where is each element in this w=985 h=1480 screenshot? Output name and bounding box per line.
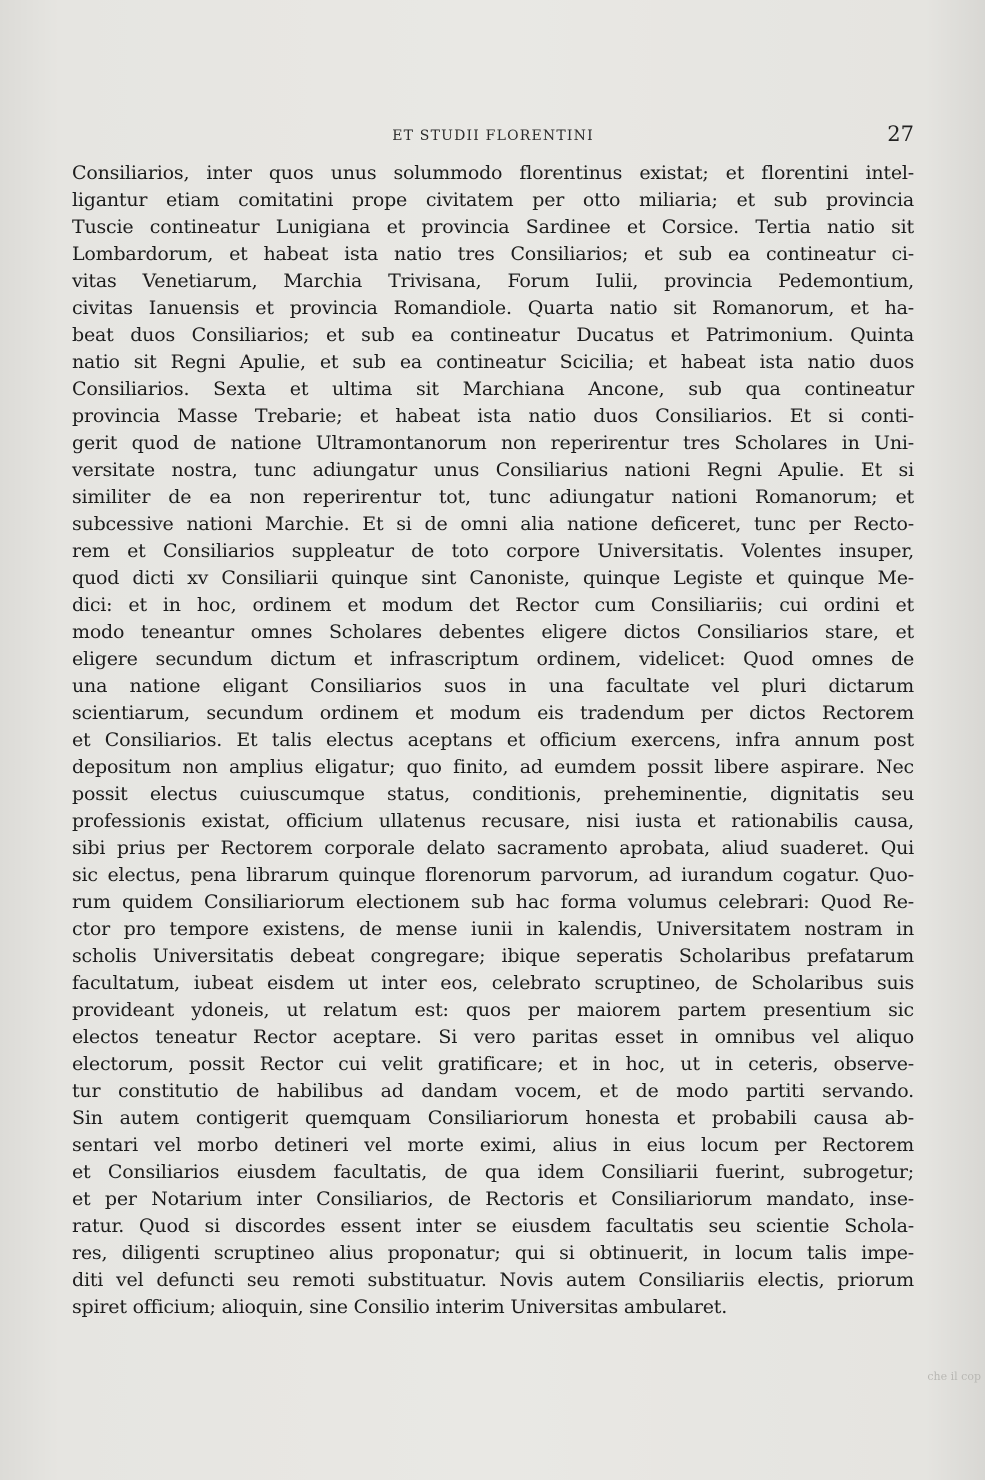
text-line: ctor pro tempore existens, de mense iunii in kalendis, Universitatem nostram in xyxy=(72,918,914,940)
text-line: tur constitutio de habilibus ad dandam vocem, et de modo partiti servando. xyxy=(72,1080,914,1102)
text-line: beat duos Consiliarios; et sub ea contineatur Ducatus et Patrimonium. Quinta xyxy=(72,324,914,346)
page-number: 27 xyxy=(887,122,914,146)
text-line: subcessive nationi Marchie. Et si de omni alia natione deficeret, tunc per Recto- xyxy=(72,513,914,535)
text-line: professionis existat, officium ullatenus recusare, nisi iusta et rationabilis causa, xyxy=(72,810,914,832)
text-line: et Consiliarios. Et talis electus aceptans et officium exercens, infra annum post xyxy=(72,729,914,751)
text-line: dici: et in hoc, ordinem et modum det Rector cum Consiliariis; cui ordini et xyxy=(72,594,914,616)
running-header xyxy=(72,122,914,152)
text-line: ligantur etiam comitatini prope civitatem per otto miliaria; et sub provincia xyxy=(72,189,914,211)
text-line: Consiliarios, inter quos unus solummodo florentinus existat; et florentini intel- xyxy=(72,162,914,184)
text-line: rem et Consiliarios suppleatur de toto corpore Universitatis. Volentes insuper, xyxy=(72,540,914,562)
text-line: similiter de ea non reperirentur tot, tunc adiungatur nationi Romanorum; et xyxy=(72,486,914,508)
text-line: versitate nostra, tunc adiungatur unus Consiliarius nationi Regni Apulie. Et si xyxy=(72,459,914,481)
text-line: quod dicti xv Consiliarii quinque sint Canoniste, quinque Legiste et quinque Me- xyxy=(72,567,914,589)
text-line: facultatum, iubeat eisdem ut inter eos, celebrato scruptineo, de Scholaribus suis xyxy=(72,972,914,994)
text-line: eligere secundum dictum et infrascriptum ordinem, videlicet: Quod omnes de xyxy=(72,648,914,670)
text-line: electos teneatur Rector aceptare. Si vero paritas esset in omnibus vel aliquo xyxy=(72,1026,914,1048)
text-line: scholis Universitatis debeat congregare; ibique seperatis Scholaribus prefatarum xyxy=(72,945,914,967)
text-line: depositum non amplius eligatur; quo finito, ad eumdem possit libere aspirare. Nec xyxy=(72,756,914,778)
bleed-through-text: che il cop xyxy=(927,1370,981,1383)
text-line: provincia Masse Trebarie; et habeat ista natio duos Consiliarios. Et si conti- xyxy=(72,405,914,427)
text-line: res, diligenti scruptineo alius proponatur; qui si obtinuerit, in locum talis impe- xyxy=(72,1242,914,1264)
text-line: scientiarum, secundum ordinem et modum eis tradendum per dictos Rectorem xyxy=(72,702,914,724)
text-line: Lombardorum, et habeat ista natio tres Consiliarios; et sub ea contineatur ci- xyxy=(72,243,914,265)
text-line: sentari vel morbo detineri vel morte eximi, alius in eius locum per Rectorem xyxy=(72,1134,914,1156)
text-line: gerit quod de natione Ultramontanorum non reperirentur tres Scholares in Uni- xyxy=(72,432,914,454)
text-line: vitas Venetiarum, Marchia Trivisana, Forum Iulii, provincia Pedemontium, xyxy=(72,270,914,292)
text-line: et per Notarium inter Consiliarios, de Rectoris et Consiliariorum mandato, inse- xyxy=(72,1188,914,1210)
body-text xyxy=(72,160,914,1321)
text-line: diti vel defuncti seu remoti substituatur. Novis autem Consiliariis electis, priorum xyxy=(72,1269,914,1291)
text-line: possit electus cuiuscumque status, conditionis, preheminentie, dignitatis seu xyxy=(72,783,914,805)
text-line: electorum, possit Rector cui velit gratificare; et in hoc, ut in ceteris, observe- xyxy=(72,1053,914,1075)
text-line: ratur. Quod si discordes essent inter se eiusdem facultatis seu scientie Schola- xyxy=(72,1215,914,1237)
text-line: provideant ydoneis, ut relatum est: quos per maiorem partem presentium sic xyxy=(72,999,914,1021)
text-line: sic electus, pena librarum quinque florenorum parvorum, ad iurandum cogatur. Quo- xyxy=(72,864,914,886)
text-line: modo teneantur omnes Scholares debentes eligere dictos Consiliarios stare, et xyxy=(72,621,914,643)
text-line: natio sit Regni Apulie, et sub ea contineatur Scicilia; et habeat ista natio duos xyxy=(72,351,914,373)
running-title: ET STUDII FLORENTINI xyxy=(392,128,594,144)
text-line: una natione eligant Consiliarios suos in una facultate vel pluri dictarum xyxy=(72,675,914,697)
text-line: et Consiliarios eiusdem facultatis, de qua idem Consiliarii fuerint, subrogetur; xyxy=(72,1161,914,1183)
text-line: sibi prius per Rectorem corporale delato sacramento aprobata, aliud suaderet. Qui xyxy=(72,837,914,859)
text-line: civitas Ianuensis et provincia Romandiole. Quarta natio sit Romanorum, et ha- xyxy=(72,297,914,319)
text-line: Tuscie contineatur Lunigiana et provincia Sardinee et Corsice. Tertia natio sit xyxy=(72,216,914,238)
text-line: rum quidem Consiliariorum electionem sub hac forma volumus celebrari: Quod Re- xyxy=(72,891,914,913)
text-line: Consiliarios. Sexta et ultima sit Marchiana Ancone, sub qua contineatur xyxy=(72,378,914,400)
text-line-last: spiret officium; alioquin, sine Consilio interim Universitas ambularet. xyxy=(72,1296,728,1318)
text-line: Sin autem contigerit quemquam Consiliariorum honesta et probabili causa ab- xyxy=(72,1107,914,1129)
